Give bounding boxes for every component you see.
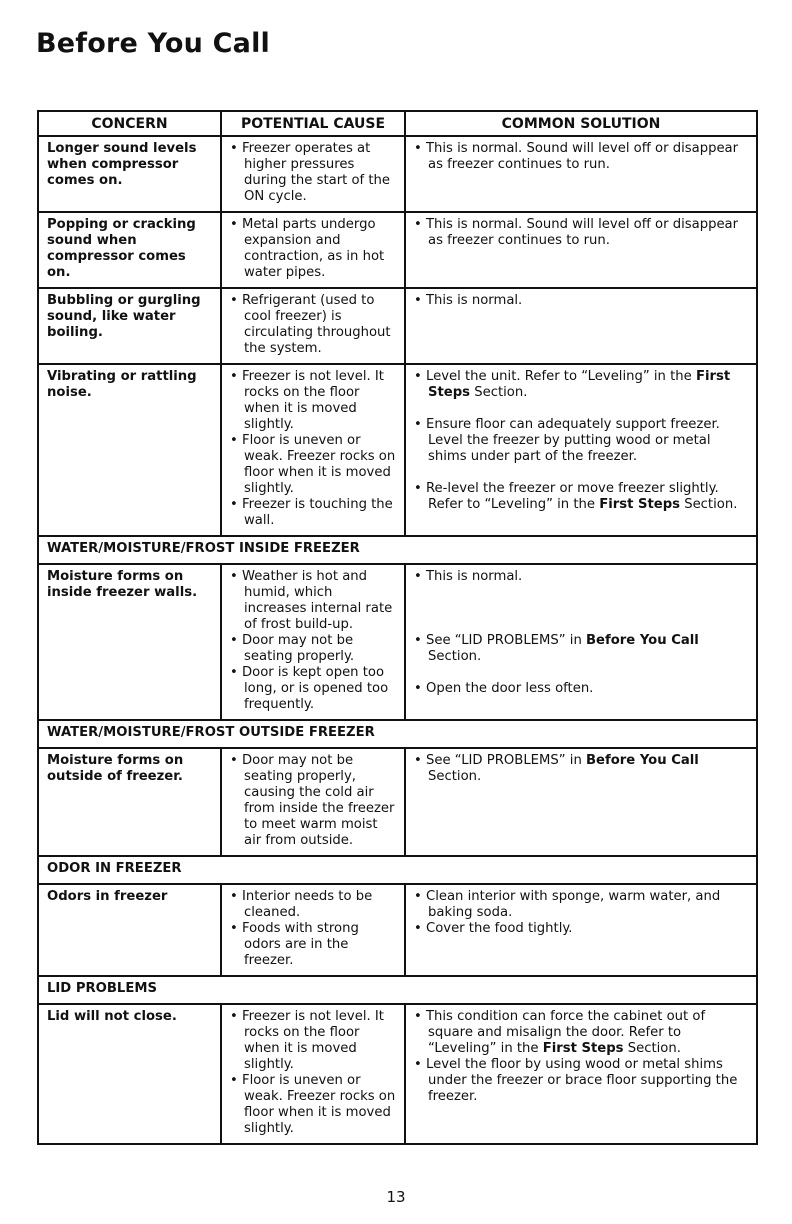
header-potential-cause: POTENTIAL CAUSE — [221, 111, 405, 136]
solution-cell — [405, 364, 757, 536]
header-concern: CONCERN — [38, 111, 221, 136]
section-odor: ODOR IN FREEZER — [38, 856, 757, 884]
section-header-row — [38, 976, 757, 1004]
cause-item: • Floor is uneven or weak. Freezer rocks on floor when it is moved slightly. — [230, 1073, 397, 1137]
section-outside-freezer: WATER/MOISTURE/FROST OUTSIDE FREEZER — [38, 720, 757, 748]
first-steps-ref: First Steps — [428, 369, 731, 400]
cause-cell — [221, 748, 405, 856]
concern-cell: Moisture forms on outside of freezer. — [38, 748, 221, 856]
page-number: 13 — [386, 1188, 406, 1206]
cause-cell — [221, 1004, 405, 1144]
solution-item — [414, 633, 749, 665]
solution-item: • Level the floor by using wood or metal shims under the freezer or brace floor supporting the freezer. — [414, 1057, 749, 1105]
concern-cell: Bubbling or gurgling sound, like water boiling. — [38, 288, 221, 364]
solution-cell — [405, 212, 757, 288]
table-row — [38, 564, 757, 720]
cause-item: • Interior needs to be cleaned. — [230, 889, 397, 921]
table-row — [38, 748, 757, 856]
solution-item — [414, 481, 749, 513]
cause-item: • Freezer is not level. It rocks on the floor when it is moved slightly. — [230, 369, 397, 433]
solution-cell — [405, 136, 757, 212]
table-header-row — [38, 111, 757, 136]
cause-cell — [221, 364, 405, 536]
cause-item: • Foods with strong odors are in the freezer. — [230, 921, 397, 969]
solution-item: • This is normal. Sound will level off or disappear as freezer continues to run. — [414, 217, 749, 249]
cause-item: • Door is kept open too long, or is opened too frequently. — [230, 665, 397, 713]
first-steps-ref: First Steps — [542, 1041, 624, 1056]
table-row — [38, 288, 757, 364]
solution-item: • Ensure floor can adequately support freezer. Level the freezer by putting wood or metal shims under part of the freezer. — [414, 417, 749, 465]
concern-cell: Lid will not close. — [38, 1004, 221, 1144]
table-row — [38, 884, 757, 976]
solution-text: Section. — [428, 649, 482, 664]
cause-item: • Weather is hot and humid, which increases internal rate of frost build-up. — [230, 569, 397, 633]
concern-cell: Odors in freezer — [38, 884, 221, 976]
solution-text: This condition can force the cabinet out of square and misalign the door. Refer to “Leveling” in the — [425, 1009, 706, 1056]
first-steps-ref: First Steps — [599, 497, 680, 512]
cause-cell — [221, 564, 405, 720]
solution-item: • This is normal. Sound will level off or disappear as freezer continues to run. — [414, 141, 749, 173]
section-header-row — [38, 856, 757, 884]
cause-cell — [221, 212, 405, 288]
cause-item: • Metal parts undergo expansion and contraction, as in hot water pipes. — [230, 217, 397, 281]
solution-text: Section. — [623, 1041, 681, 1056]
solution-item: • This is normal. — [414, 293, 749, 309]
solution-text: Level the unit. Refer to “Leveling” in the — [425, 369, 696, 384]
before-you-call-ref: Before You Call — [586, 753, 699, 768]
solution-item: • This is normal. — [414, 569, 749, 585]
table-row — [38, 212, 757, 288]
solution-item: • Clean interior with sponge, warm water, and baking soda. — [414, 889, 749, 921]
solution-text: See “LID PROBLEMS” in — [425, 633, 586, 648]
solution-item — [414, 1009, 749, 1057]
cause-item: • Door may not be seating properly, causing the cold air from inside the freezer to meet warm moist air from outside. — [230, 753, 397, 849]
solution-item — [414, 369, 749, 401]
section-inside-freezer: WATER/MOISTURE/FROST INSIDE FREEZER — [38, 536, 757, 564]
troubleshooting-table — [37, 110, 758, 1145]
cause-item: • Floor is uneven or weak. Freezer rocks on floor when it is moved slightly. — [230, 433, 397, 497]
header-common-solution: COMMON SOLUTION — [405, 111, 757, 136]
cause-item: • Freezer is touching the wall. — [230, 497, 397, 529]
solution-text: Section. — [470, 385, 528, 400]
cause-item: • Door may not be seating properly. — [230, 633, 397, 665]
cause-cell — [221, 136, 405, 212]
page-title: Before You Call — [36, 28, 271, 59]
section-header-row — [38, 536, 757, 564]
solution-text: Section. — [428, 769, 482, 784]
table-row — [38, 1004, 757, 1144]
concern-cell: Vibrating or rattling noise. — [38, 364, 221, 536]
concern-cell: Longer sound levels when compressor comes on. — [38, 136, 221, 212]
cause-cell — [221, 288, 405, 364]
table-row — [38, 364, 757, 536]
solution-item: • Open the door less often. — [414, 681, 749, 697]
cause-item: • Freezer is not level. It rocks on the floor when it is moved slightly. — [230, 1009, 397, 1073]
solution-cell — [405, 564, 757, 720]
table-row — [38, 136, 757, 212]
before-you-call-ref: Before You Call — [586, 633, 699, 648]
section-header-row — [38, 720, 757, 748]
concern-cell: Moisture forms on inside freezer walls. — [38, 564, 221, 720]
solution-cell — [405, 288, 757, 364]
cause-cell — [221, 884, 405, 976]
cause-item: • Freezer operates at higher pressures during the start of the ON cycle. — [230, 141, 397, 205]
solution-item: • Cover the food tightly. — [414, 921, 749, 937]
solution-cell — [405, 1004, 757, 1144]
solution-text: Re-level the freezer or move freezer slightly. Refer to “Leveling” in the — [425, 481, 719, 512]
solution-text: See “LID PROBLEMS” in — [425, 753, 586, 768]
solution-item — [414, 753, 749, 785]
solution-text: Section. — [680, 497, 738, 512]
concern-cell: Popping or cracking sound when compressor comes on. — [38, 212, 221, 288]
solution-cell — [405, 748, 757, 856]
section-lid-problems: LID PROBLEMS — [38, 976, 757, 1004]
cause-item: • Refrigerant (used to cool freezer) is circulating throughout the system. — [230, 293, 397, 357]
solution-cell — [405, 884, 757, 976]
